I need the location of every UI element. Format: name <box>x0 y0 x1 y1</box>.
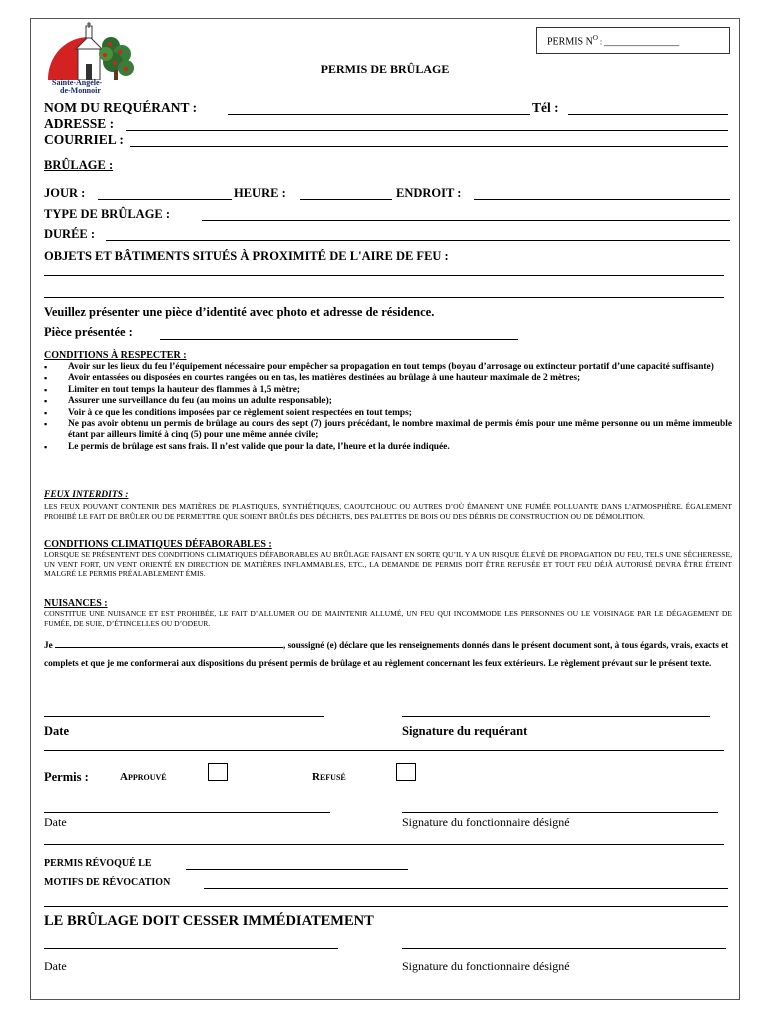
date-line-3[interactable] <box>44 948 338 949</box>
revoked-label: PERMIS RÉVOQUÉ LE <box>44 858 152 869</box>
nearby-objects-label: OBJETS ET BÂTIMENTS SITUÉS À PROXIMITÉ DE L'AIRE DE FEU : <box>44 249 449 263</box>
place-field[interactable] <box>474 199 730 200</box>
date-line-1[interactable] <box>44 716 324 717</box>
address-field[interactable] <box>126 130 728 131</box>
place-label: ENDROIT : <box>396 186 462 200</box>
burn-type-label: TYPE DE BRÛLAGE : <box>44 207 171 221</box>
permit-number-blank: _______________ <box>604 36 680 48</box>
logo-text-line1: Sainte-Angèle- <box>52 78 103 87</box>
revocation-motives-label: MOTIFS DE RÉVOCATION <box>44 877 171 888</box>
approved-label: Approuvé <box>120 771 167 783</box>
hour-label: HEURE : <box>234 186 286 200</box>
condition-item: ▪ Limiter en tout temps la hauteur des flammes à 1,5 mètre; <box>44 385 732 396</box>
piece-presented-label: Pièce présentée : <box>44 325 133 339</box>
forbidden-fires-heading: FEUX INTERDITS : <box>44 490 129 500</box>
permit-status-label: Permis : <box>44 770 89 784</box>
declaration-je: Je <box>44 640 53 650</box>
address-label: ADRESSE : <box>44 116 115 131</box>
separator-line <box>44 750 724 751</box>
burn-type-field[interactable] <box>202 220 730 221</box>
condition-item: ▪ Voir à ce que les conditions imposées par ce règlement soient respectées en tout temps; <box>44 408 732 419</box>
hour-field[interactable] <box>300 199 392 200</box>
condition-item: ▪ Assurer une surveillance du feu (au moins un adulte responsable); <box>44 396 732 407</box>
declaration-name-field[interactable] <box>55 637 283 648</box>
municipality-logo <box>40 22 140 98</box>
official-signature-label-1: Signature du fonctionnaire désigné <box>402 815 570 829</box>
requester-signature-label: Signature du requérant <box>402 724 528 738</box>
email-field[interactable] <box>130 146 728 147</box>
revocation-motives-field[interactable] <box>204 888 728 889</box>
day-label: JOUR : <box>44 186 86 200</box>
page-title: PERMIS DE BRÛLAGE <box>320 62 450 76</box>
date-label-2: Date <box>44 815 67 829</box>
duration-field[interactable] <box>106 240 730 241</box>
date-label-1: Date <box>44 724 69 738</box>
official-signature-label-2: Signature du fonctionnaire désigné <box>402 959 570 973</box>
email-label: COURRIEL : <box>44 132 124 147</box>
date-line-2[interactable] <box>44 812 330 813</box>
refused-label: Refusé <box>312 771 346 783</box>
logo-text-line2: de-Monnoir <box>60 86 101 95</box>
climate-conditions-text: LORSQUE SE PRÉSENTENT DES CONDITIONS CLIMATIQUES DÉFABORABLES AU BRÛLAGE FAISANT EN SORTE QU’IL Y A UN RISQUE ÉLEVÉ DE PROPAGATION DU FEU, TELS UNE SÉCHERESSE, UN VENT FORT, UN VENT ORIENTÉ EN DIRECTION DE MATIÈRES INFLAMMABLES, ETC., LA DEMANDE DE PERMIS DOIT ÊTRE REFUSÉE ET TOUT FEU DÉJÀ AUTORISÉ DEVRA ÊTRE ÉTEINT MALGRÉ LE PERMIS PRÉALABLEMENT ÉMIS. <box>44 550 732 579</box>
date-label-3: Date <box>44 959 67 973</box>
declaration-text: , soussigné (e) déclare que les renseignements donnés dans le présent document sont, à tous égards, vrais, exacts et complets et que je me conformerai aux dispositions du présent permis de brûlage et au règlement concernant les feux extérieurs. Le règlement prévaut sur le présent texte. <box>44 640 729 668</box>
condition-item: ▪ Avoir entassées ou disposées en courtes rangées ou en tas, les matières destinées au brûlage à une hauteur maximale de 2 mètres; <box>44 373 732 384</box>
forbidden-fires-text: LES FEUX POUVANT CONTENIR DES MATIÈRES DE PLASTIQUES, SYNTHÉTIQUES, CAOUTCHOUC OU AUTRES D’OÙ ÉMANENT UNE FUMÉE POLLUANTE DANS L’ATMOSPHÈRE. ÉGALEMENT PROHIBÉ LE FAIT DE BRÛLER OU DE PERMETTRE QUE SOIENT BRÛLÉS DES DÉCHETS, DES PALETTES DE BOIS OU DES DÉBRIS DE CONSTRUCTION OU DE DÉMOLITION. <box>44 502 732 521</box>
revoked-date-field[interactable] <box>186 869 408 870</box>
burn-section-heading: BRÛLAGE : <box>44 158 114 172</box>
official-signature-line-1[interactable] <box>402 812 718 813</box>
revocation-motives-line2[interactable] <box>44 906 728 907</box>
condition-item: ▪ Le permis de brûlage est sans frais. Il n’est valide que pour la date, l’heure et la durée indiquée. <box>44 442 732 453</box>
conditions-list <box>44 362 732 453</box>
separator-line-2 <box>44 844 724 845</box>
official-signature-line-2[interactable] <box>402 948 726 949</box>
day-field[interactable] <box>98 199 232 200</box>
nuisances-heading: NUISANCES : <box>44 598 108 609</box>
permit-number-box[interactable]: PERMIS $N^O$ : _______________ <box>536 27 730 54</box>
tel-label: Tél : <box>532 100 559 115</box>
piece-presented-field[interactable] <box>160 339 518 340</box>
requester-name-label: NOM DU REQUÉRANT : <box>44 100 198 115</box>
nearby-objects-line2[interactable] <box>44 297 724 298</box>
duration-label: DURÉE : <box>44 227 96 241</box>
nearby-objects-line1[interactable] <box>44 275 724 276</box>
permit-number-label: PERMIS N <box>547 36 593 48</box>
nuisances-text: CONSTITUE UNE NUISANCE ET EST PROHIBÉE, LE FAIT D’ALLUMER OU DE MAINTENIR ALLUMÉ, UN FEU QUI INCOMMODE LES PERSONNES OU LE VOISINAGE PAR LE DÉGAGEMENT DE FUMÉE, DE SUIE, D’ÉTINCELLES OU D’ODEUR. <box>44 609 732 628</box>
conditions-heading: CONDITIONS À RESPECTER : <box>44 350 187 361</box>
identity-instruction: Veuillez présenter une pièce d’identité avec photo et adresse de résidence. <box>44 305 435 319</box>
refused-checkbox[interactable] <box>396 763 416 781</box>
requester-signature-line-top[interactable] <box>402 716 710 717</box>
approved-checkbox[interactable] <box>208 763 228 781</box>
declaration-paragraph <box>44 636 732 672</box>
stop-burning-notice: LE BRÛLAGE DOIT CESSER IMMÉDIATEMENT <box>44 913 374 929</box>
tel-field[interactable] <box>568 114 728 115</box>
condition-item: ▪ Ne pas avoir obtenu un permis de brûlage au cours des sept (7) jours précédant, le nombre maximal de permis émis pour une même personne ou un même immeuble étant par ailleurs limité à cinq (5) pour une même année civile; <box>44 419 732 442</box>
requester-name-field[interactable] <box>228 114 530 115</box>
permit-number-sup: O <box>592 34 598 42</box>
climate-conditions-heading: CONDITIONS CLIMATIQUES DÉFABORABLES : <box>44 539 272 550</box>
condition-item: ▪ Avoir sur les lieux du feu l’équipement nécessaire pour empêcher sa propagation en tout temps (boyau d’arrosage ou extincteur portatif d’une capacité suffisante) <box>44 362 732 373</box>
